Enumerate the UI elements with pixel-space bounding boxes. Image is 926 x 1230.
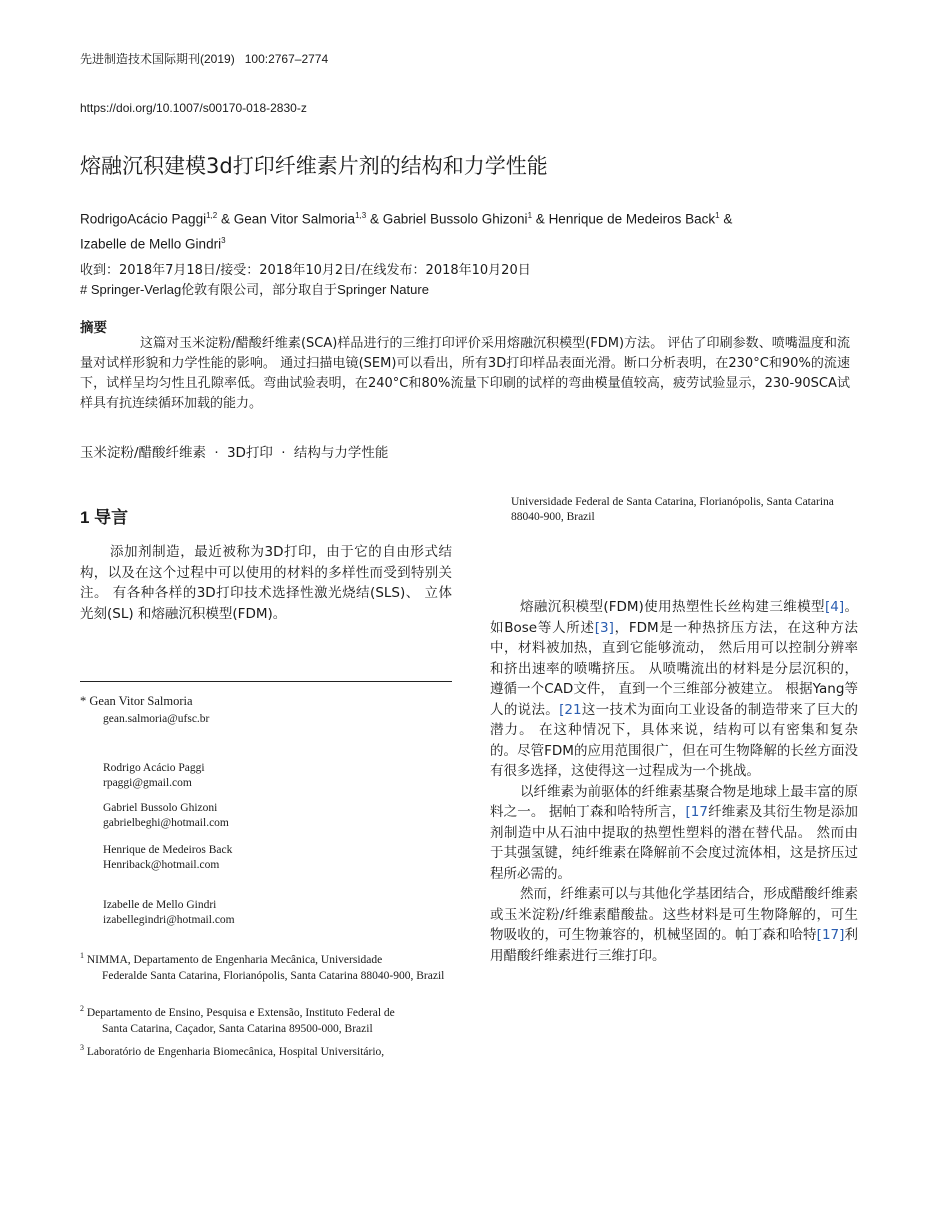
citation-link[interactable]: [21 [559, 701, 582, 718]
intro-right-column [490, 597, 858, 966]
keywords [80, 441, 388, 461]
affiliation-text: Laboratório de Engenharia Biomecânica, Hospital Universitário, [86, 1045, 385, 1058]
affiliation-number: 1 [80, 951, 84, 960]
doi-link[interactable]: https://doi.org/10.1007/s00170-018-2830-z [80, 101, 307, 115]
publication-dates: 收到：2018年7月18日/接受：2018年10月2日/在线发布：2018年10月20日 [80, 263, 531, 278]
body-text: 纤维素及其衍生物是添加剂制造中从石油中提取的热塑性塑料的潜在替代品。 然而由于其强氢键，纯纤维素在降解前不会度过流体相，这是挤压过程所必需的。 [490, 804, 859, 882]
affiliation-text-cont: Federalde Santa Catarina, Florianópolis, Santa Catarina 88040-900, Brazil [102, 969, 445, 982]
affiliation-text: NIMMA, Departamento de Engenharia Mecânica, Universidade [86, 953, 383, 966]
citation-link[interactable]: [17 [685, 804, 708, 820]
author-affil-sup: 1 [715, 211, 720, 220]
contact-block [103, 761, 243, 791]
keyword: 3D打印 [226, 445, 273, 461]
citation-link[interactable]: [4] [824, 599, 845, 615]
contact-name: Izabelle de Mello Gindri [103, 899, 217, 911]
contact-email[interactable]: Henriback@hotmail.com [103, 859, 220, 871]
contact-block [103, 712, 243, 727]
body-text: 然而，纤维素可以与其他化学基团结合，形成醋酸纤维素或玉米淀粉/纤维素醋酸盐。这些材料是可生物降解的，可生物吸收的，可生物兼容的，机械坚固的。帕丁森和哈特 [490, 886, 858, 943]
abstract-heading: 摘要 [80, 320, 107, 336]
affiliation-text: Departamento de Ensino, Pesquisa e Extensão, Instituto Federal de [86, 1006, 395, 1019]
author-separator: & [535, 211, 545, 227]
citation-link[interactable]: [17] [816, 927, 845, 943]
author-separator: & [220, 211, 230, 227]
author-affil-sup: 1,3 [355, 211, 367, 220]
author-affil-sup: 1,2 [206, 211, 218, 220]
author-affil-sup: 1 [527, 211, 533, 220]
corresponding-author [80, 694, 193, 709]
section-heading: 1 导言 [80, 508, 129, 527]
citation-link[interactable]: [3] [594, 619, 614, 636]
body-text: ，FDM是一种热挤压方法，在这种方法中，材料被加热，直到它能够流动， 然后用可以控制分辨率和挤出速率的喷嘴挤压。 从喷嘴流出的材料是分层沉积的，遵循一个CAD文件， 直到一个三维部分被建立。 根据Yang等人的说法。 [490, 619, 858, 718]
affiliation [80, 948, 455, 984]
body-text: 利用醋酸纤维素进行三维打印。 [490, 927, 859, 964]
contact-block [103, 801, 243, 831]
abstract-body: 这篇对玉米淀粉/醋酸纤维素(SCA)样品进行的三维打印评价采用熔融沉积模型(FDM)方法。 评估了印刷参数、喷嘴温度和流量对试样形貌和力学性能的影响。 通过扫描电镜(SEM)可以看出，所有3D打印样品表面光滑。断口分析表明，在230°C和90%的流速下，试样呈均匀性且孔隙率低。弯曲试验表明，在240°C和80%流量下印刷的试样的弯曲模量值较高，疲劳试验显示，230-90SCA试样具有抗连续循环加载的能力。 [80, 336, 850, 411]
body-text: 熔融沉积模型(FDM)使用热塑性长丝构建三维模型 [520, 599, 825, 615]
author-list [80, 205, 860, 254]
copyright-line: # Springer-Verlag伦敦有限公司，部分取自于Springer Nature [80, 282, 429, 297]
author-affil-sup: 3 [221, 235, 226, 245]
body-paragraph [490, 782, 858, 885]
contact-name: Gabriel Bussolo Ghizoni [103, 802, 218, 814]
paper-title: 熔融沉积建模3d打印纤维素片剂的结构和力学性能 [80, 154, 548, 178]
contact-block [103, 898, 273, 928]
affiliation-number: 3 [80, 1043, 84, 1052]
contact-block [103, 843, 243, 873]
journal-header [80, 50, 328, 67]
keyword-separator: · [281, 445, 286, 461]
affiliation [80, 1001, 455, 1037]
body-paragraph [490, 597, 858, 782]
author-name[interactable]: Gean Vitor Salmoria [233, 211, 356, 227]
author-name[interactable]: RodrigoAcácio Paggi [80, 211, 207, 227]
journal-name: 先进制造技术国际期刊(2019) [80, 52, 235, 66]
keyword-separator: · [214, 445, 219, 461]
author-name[interactable]: Gabriel Bussolo Ghizoni [382, 211, 528, 227]
contact-name: Henrique de Medeiros Back [103, 844, 233, 856]
author-separator: & [369, 211, 379, 227]
intro-left-paragraph: 添加剂制造，最近被称为3D打印，由于它的自由形式结构，以及在这个过程中可以使用的材料的多样性而受到特别关注。 有各种各样的3D打印技术选择性激光烧结(SLS)、 立体光刻(SL) 和熔融沉积模型(FDM)。 [80, 544, 452, 622]
volume-pages: 100:2767–2774 [244, 52, 329, 66]
author-separator: & [723, 211, 733, 227]
author-name[interactable]: Izabelle de Mello Gindri [80, 236, 222, 251]
body-text: 以纤维素为前驱体的纤维素基聚合物是地球上最丰富的原料之一。 据帕丁森和哈特所言， [490, 783, 858, 820]
affiliation [80, 1040, 455, 1060]
keyword: 玉米淀粉/醋酸纤维素 [80, 445, 207, 461]
author-name[interactable]: Henrique de Medeiros Back [548, 211, 716, 227]
contact-email[interactable]: izabellegindri@hotmail.com [103, 914, 235, 926]
affiliation-number: 2 [80, 1004, 84, 1013]
keyword: 结构与力学性能 [293, 445, 389, 461]
body-text: 这一技术为面向工业设备的制造带来了巨大的潜力。 在这种情况下，具体来说，结构可以有密集和复杂的。尽管FDM的应用范围很广，但在可生物降解的长丝方面没有很多选择，这使得这一过程成为一个挑战。 [490, 701, 858, 779]
affiliation-text-cont: Santa Catarina, Caçador, Santa Catarina 89500-000, Brazil [102, 1022, 373, 1035]
contact-email[interactable]: gabrielbeghi@hotmail.com [103, 817, 229, 829]
contact-email[interactable]: gean.salmoria@ufsc.br [103, 713, 210, 725]
contact-email[interactable]: rpaggi@gmail.com [103, 777, 192, 789]
body-text: 。 如Bose等人所述 [490, 599, 858, 636]
footnote-divider [80, 681, 452, 682]
body-paragraph [490, 884, 858, 966]
corresponding-name: Gean Vitor Salmoria [89, 694, 193, 708]
contact-name: Rodrigo Acácio Paggi [103, 762, 205, 774]
corresponding-marker: * [80, 694, 87, 708]
affiliation-continued: Universidade Federal de Santa Catarina, Florianópolis, Santa Catarina 88040-900, Brazil [511, 496, 834, 523]
